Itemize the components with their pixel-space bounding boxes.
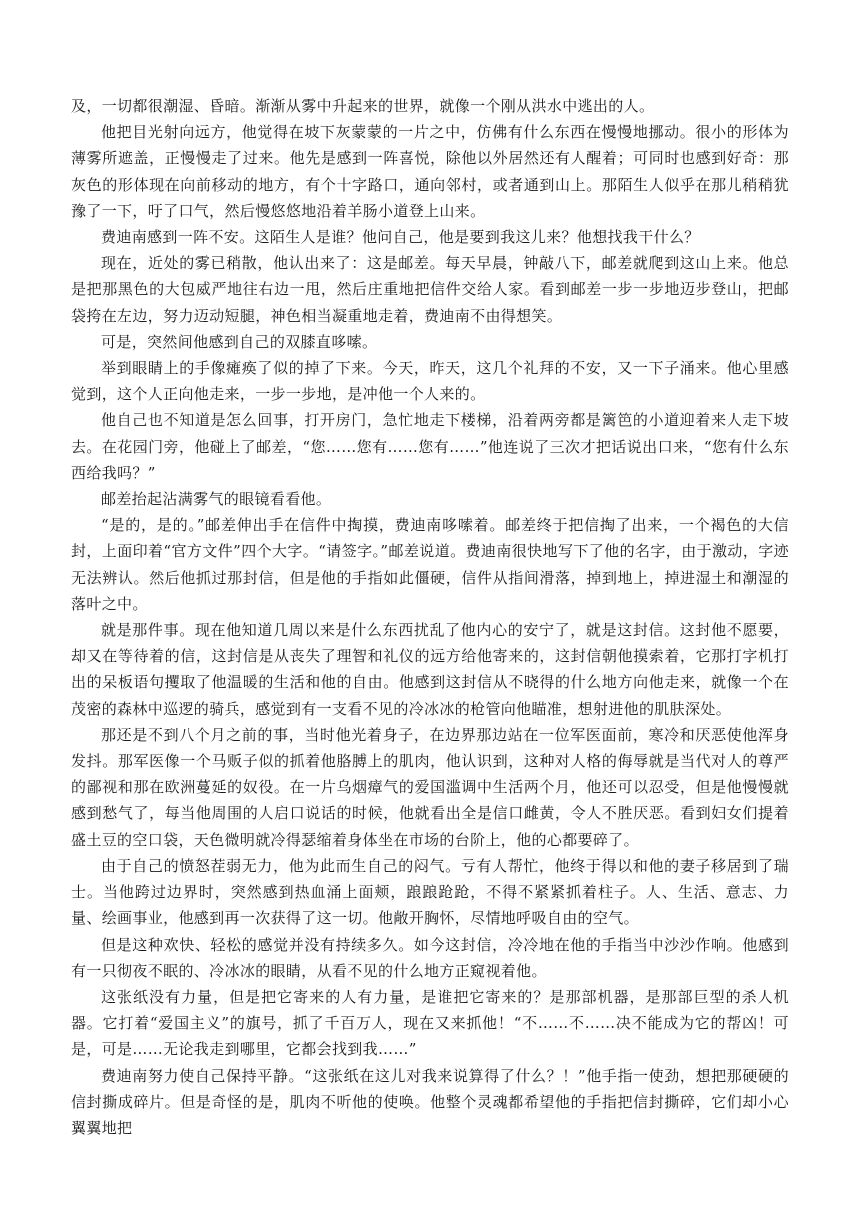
paragraph-1: 及，一切都很潮湿、昏暗。渐渐从雾中升起来的世界，就像一个刚从洪水中逃出的人。 (71, 97, 655, 115)
paragraph-3: 费迪南感到一阵不安。这陌生人是谁？他问自己，他是要到我这儿来？他想找我干什么？ (101, 228, 700, 247)
paragraph-4: 现在，近处的雾已稍散，他认出来了：这是邮差。每天早晨，钟敲八下，邮差就爬到这山上来。他总是把那黑色的大包威严地往右边一甩，然后庄重地把信件交给人家。看到邮差一步一步地迈步登山，把邮袋挎在左边，努力迈动短腿，神色相当凝重地走着，费迪南不由得想笑。 (71, 254, 789, 325)
paragraph-9: “是的，是的。”邮差伸出手在信件中掏摸，费迪南哆嗦着。邮差终于把信掏了出来，一个褐色的大信封，上面印着“官方文件”四个大字。“请签字。”邮差说道。费迪南很快地写下了他的名字，由于激动，字迹无法辨认。然后他抓过那封信，但是他的手指如此僵硬，信件从指间滑落，掉到地上，掉进湿土和潮湿的落叶之中。 (71, 516, 789, 613)
paragraph-6: 举到眼睛上的手像瘫痪了似的掉了下来。今天，昨天，这几个礼拜的不安，又一下子涌来。他心里感觉到，这个人正向他走来，一步一步地，是冲他一个人来的。 (71, 359, 789, 404)
paragraph-7: 他自己也不知道是怎么回事，打开房门，急忙地走下楼梯，沿着两旁都是篱笆的小道迎着来人走下坡去。在花园门旁，他碰上了邮差，“您……您有……您有……”他连说了三次才把话说出口来，“您有什么东西给我吗？” (71, 411, 789, 482)
paragraph-13: 但是这种欢快、轻松的感觉并没有持续多久。如今这封信，冷冷地在他的手指当中沙沙作响。他感到有一只彻夜不眠的、冷冰冰的眼睛，从看不见的什么地方正窥视着他。 (71, 935, 789, 980)
paragraph-15: 费迪南努力使自己保持平静。“这张纸在这儿对我来说算得了什么？！”他手指一使劲，想把那硬硬的信封撕成碎片。但是奇怪的是，肌肉不听他的使唤。他整个灵魂都希望他的手指把信封撕碎，它们却小心翼翼地把 (71, 1066, 789, 1137)
paragraph-8: 邮差抬起沾满雾气的眼镜看看他。 (101, 490, 332, 509)
paragraph-5: 可是，突然间他感到自己的双膝直哆嗦。 (101, 332, 378, 351)
paragraph-12: 由于自己的愤怒茬弱无力，他为此而生自己的闷气。亏有人帮忙，他终于得以和他的妻子移居到了瑞士。当他跨过边界时，突然感到热血涌上面颊，踉踉跄跄，不得不紧紧抓着柱子。人、生活、意志、力量、绘画事业，他感到再一次获得了这一切。他敞开胸怀，尽情地呼吸自由的空气。 (71, 856, 789, 928)
paragraph-14: 这张纸没有力量，但是把它寄来的人有力量，是谁把它寄来的？是那部机器，是那部巨型的杀人机器。它打着“爱国主义”的旗号，抓了千百万人，现在又来抓他！“不……不……决不能成为它的帮凶！可是，可是……无论我走到哪里，它都会找到我……” (71, 987, 789, 1059)
paragraph-2: 他把目光射向远方，他觉得在坡下灰蒙蒙的一片之中，仿佛有什么东西在慢慢地挪动。很小的形体为薄雾所遮盖，正慢慢走了过来。他先是感到一阵喜悦，除他以外居然还有人醒着；可同时也感到好奇：那灰色的形体现在向前移动的地方，有个十字路口，通向邻村，或者通到山上。那陌生人似乎在那儿稍稍犹豫了一下，吁了口气，然后慢悠悠地沿着羊肠小道登上山来。 (71, 123, 789, 220)
paragraph-11: 那还是不到八个月之前的事，当时他光着身子，在边界那边站在一位军医面前，寒冷和厌恶使他浑身发抖。那军医像一个马贩子似的抓着他胳膊上的肌肉，他认识到，这种对人格的侮辱就是当代对人的尊严的鄙视和那在欧洲蔓延的奴役。在一片乌烟瘴气的爱国滥调中生活两个月，他还可以忍受，但是他慢慢就感到愁气了，每当他周围的人启口说话的时候，他就看出全是信口雌黄，令人不胜厌恶。看到妇女们提着盛土豆的空口袋，天色微明就冷得瑟缩着身体坐在市场的台阶上，他的心都要碎了。 (71, 725, 789, 849)
paragraph-10: 就是那件事。现在他知道几周以来是什么东西扰乱了他内心的安宁了，就是这封信。这封他不愿要，却又在等待着的信，这封信是从丧失了理智和礼仪的远方给他寄来的，这封信朝他摸索着，它那打字机打出的呆板语句攫取了他温暖的生活和他的自由。他感到这封信从不晓得的什么地方向他走来，就像一个在茂密的森林中巡逻的骑兵，感觉到有一支看不见的冷冰冰的枪管向他瞄准，想射进他的肌肤深处。 (71, 621, 789, 718)
